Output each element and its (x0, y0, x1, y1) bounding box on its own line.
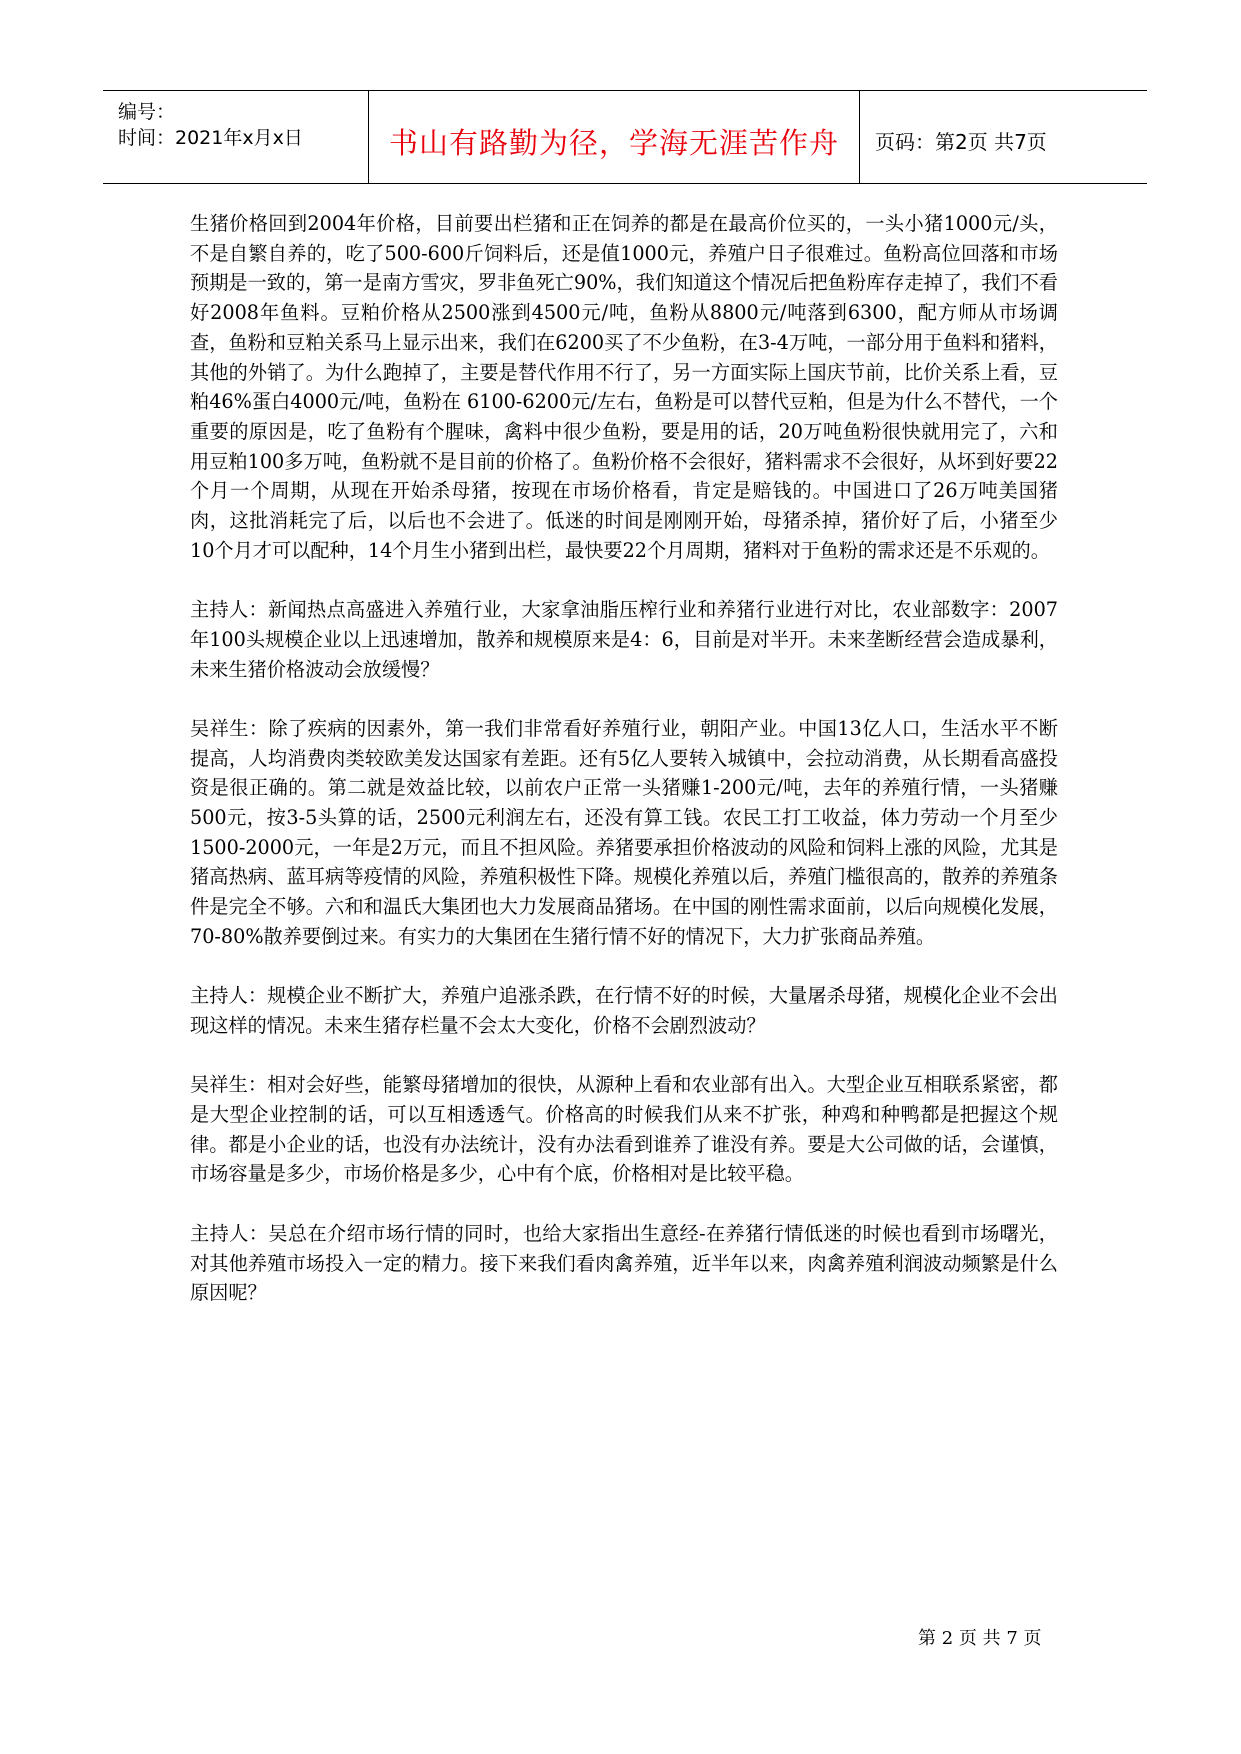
document-number-label: 编号： (118, 101, 176, 123)
document-time-label: 时间：2021年x月x日 (118, 127, 303, 149)
paragraph-wu-answer-1: 吴祥生：除了疾病的因素外，第一我们非常看好养殖行业，朝阳产业。中国13亿人口，生活水平不断提高，人均消费肉类较欧美发达国家有差距。还有5亿人要转入城镇中，会拉动消费，从长期看高盛投资是很正确的。第二就是效益比较，以前农户正常一头猪赚1-200元/吨，去年的养殖行情，一头猪赚500元，按3-5头算的话，2500元利润左右，还没有算工钱。农民工打工收益，体力劳动一个月至少 1500-2000元，一年是2万元，而且不担风险。养猪要承担价格波动的风险和饲料上涨的风险，尤其是猪高热病、蓝耳病等疫情的风险，养殖积极性下降。规模化养殖以后，养殖门槛很高的，散养的养殖条件是完全不够。六和和温氏大集团也大力发展商品猪场。在中国的刚性需求面前，以后向规模化发展，70-80%散养要倒过来。有实力的大集团在生猪行情不好的情况下，大力扩张商品养殖。 (190, 716, 1058, 948)
header-motto: 书山有路勤为径，学海无涯苦作舟 (388, 126, 839, 160)
paragraph-host-question-3: 主持人：吴总在介绍市场行情的同时，也给大家指出生意经-在养猪行情低迷的时候也看到市场曙光，对其他养殖市场投入一定的精力。接下来我们看肉禽养殖，近半年以来，肉禽养殖利润波动频繁是什么原因呢？ (190, 1221, 1058, 1305)
header-left-cell (103, 91, 369, 183)
header-page-info: 页码：第2页 共7页 (875, 130, 1047, 154)
page-footer: 第 2 页 共 7 页 (918, 1628, 1042, 1649)
page-header (103, 90, 1147, 184)
paragraph-wu-answer-2: 吴祥生：相对会好些，能繁母猪增加的很快，从源种上看和农业部有出入。大型企业互相联系紧密，都是大型企业控制的话，可以互相透透气。价格高的时候我们从来不扩张，种鸡和种鸭都是把握这个规律。都是小企业的话，也没有办法统计，没有办法看到谁养了谁没有养。要是大公司做的话，会谨慎，市场容量是多少，市场价格是多少，心中有个底，价格相对是比较平稳。 (190, 1073, 1058, 1186)
header-right-cell (860, 91, 1147, 183)
paragraph-host-question-1: 主持人：新闻热点高盛进入养殖行业，大家拿油脂压榨行业和养猪行业进行对比，农业部数字：2007年100头规模企业以上迅速增加，散养和规模原来是4：6，目前是对半开。未来垄断经营会造成暴利，未来生猪价格波动会放缓慢？ (190, 598, 1058, 681)
header-middle-cell (369, 91, 860, 183)
paragraph-market-analysis: 生猪价格回到2004年价格，目前要出栏猪和正在饲养的都是在最高价位买的，一头小猪1000元/头，不是自繁自养的，吃了500-600斤饲料后，还是值1000元，养殖户日子很难过。鱼粉高位回落和市场预期是一致的，第一是南方雪灾，罗非鱼死亡90%，我们知道这个情况后把鱼粉库存走掉了，我们不看好2008年鱼料。豆粕价格从2500涨到4500元/吨，鱼粉从8800元/吨落到6300，配方师从市场调查，鱼粉和豆粕关系马上显示出来，我们在6200买了不少鱼粉，在3-4万吨，一部分用于鱼料和猪料，其他的外销了。为什么跑掉了，主要是替代作用不行了，另一方面实际上国庆节前，比价关系上看，豆粕46%蛋白4000元/吨，鱼粉在 6100-6200元/左右，鱼粉是可以替代豆粕，但是为什么不替代，一个重要的原因是，吃了鱼粉有个腥味，禽料中很少鱼粉，要是用的话，20万吨鱼粉很快就用完了，六和用豆粕100多万吨，鱼粉就不是目前的价格了。鱼粉价格不会很好，猪料需求不会很好，从坏到好要22个月一个周期，从现在开始杀母猪，按现在市场价格看，肯定是赔钱的。中国进口了26万吨美国猪肉，这批消耗完了后，以后也不会进了。低迷的时间是刚刚开始，母猪杀掉，猪价好了后，小猪至少10个月才可以配种，14个月生小猪到出栏，最快要22个月周期，猪料对于鱼粉的需求还是不乐观的。 (190, 212, 1058, 562)
paragraph-host-question-2: 主持人：规模企业不断扩大，养殖户追涨杀跌，在行情不好的时候，大量屠杀母猪，规模化企业不会出现这样的情况。未来生猪存栏量不会太大变化，价格不会剧烈波动？ (190, 984, 1058, 1037)
document-body (190, 209, 1058, 1308)
